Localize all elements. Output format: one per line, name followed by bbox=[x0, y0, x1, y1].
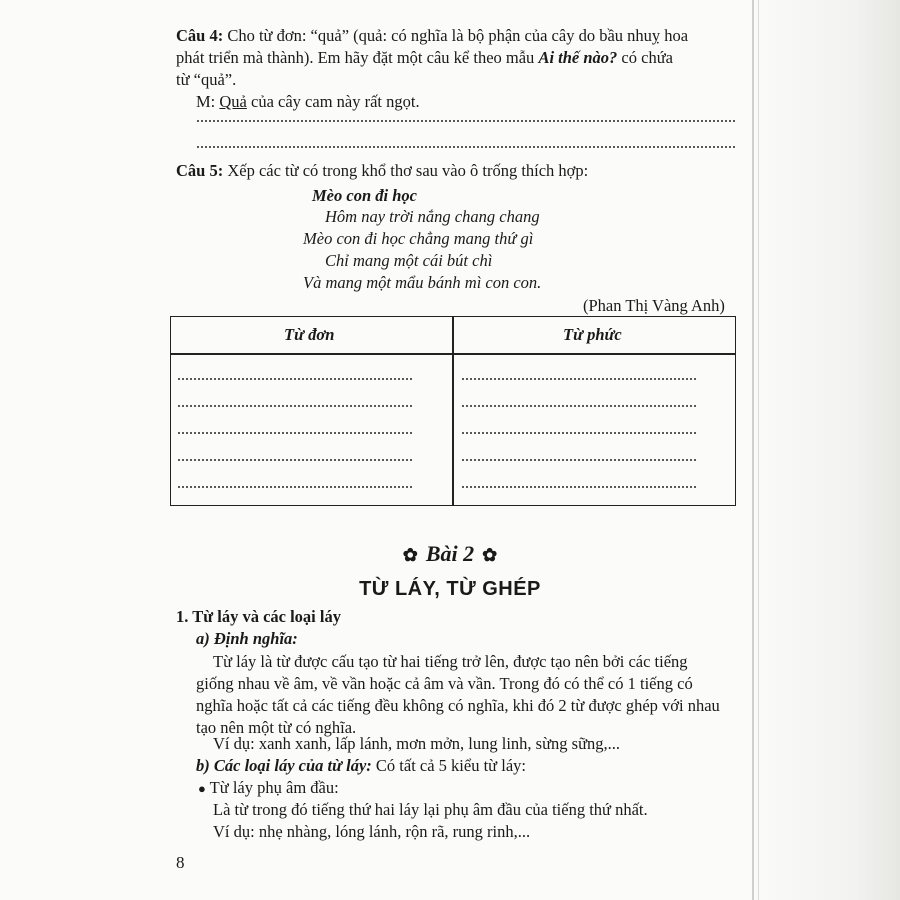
section1-b-text: Có tất cả 5 kiểu từ láy: bbox=[371, 756, 526, 775]
bullet-item bbox=[198, 777, 339, 800]
page-number: 8 bbox=[176, 853, 185, 872]
table-left-line-1 bbox=[177, 378, 413, 380]
cau4-label: Câu 4: bbox=[176, 26, 224, 45]
poem-line-2: Mèo con đi học chẳng mang thứ gì bbox=[303, 229, 534, 248]
table-right-line-2 bbox=[461, 405, 696, 407]
cau4-example-word: Quả bbox=[219, 92, 247, 111]
word-table bbox=[170, 316, 736, 506]
cau4-line2 bbox=[176, 47, 673, 69]
cau4-pattern: Ai thế nào? bbox=[538, 48, 618, 67]
definition-line-3: nghĩa hoặc tất cả các tiếng đều không có nghĩa, khi đó 2 từ được ghép với nhau bbox=[196, 696, 720, 715]
bullet-text: Từ láy phụ âm đầu: bbox=[205, 778, 339, 797]
table-header-tu-phuc: Từ phức bbox=[563, 325, 622, 344]
cau4-example bbox=[196, 91, 420, 113]
cau4-example-prefix: M: bbox=[196, 92, 220, 111]
answer-line-2 bbox=[196, 146, 736, 148]
table-header-tu-don: Từ đơn bbox=[284, 325, 335, 344]
poem-title: Mèo con đi học bbox=[312, 186, 417, 205]
poem-line-1: Hôm nay trời nắng chang chang bbox=[325, 207, 540, 226]
cau5-line bbox=[176, 160, 588, 182]
bullet-description: Là từ trong đó tiếng thứ hai láy lại phụ âm đầu của tiếng thứ nhất. bbox=[213, 800, 648, 819]
section1-heading: 1. Từ láy và các loại láy bbox=[176, 607, 341, 626]
bai2-heading bbox=[0, 541, 900, 567]
cau4-example-rest: của cây cam này rất ngọt. bbox=[246, 92, 420, 111]
page-edge-line-2 bbox=[758, 0, 759, 900]
section1-a-label: a) Định nghĩa: bbox=[196, 629, 298, 648]
bullet-icon: ● bbox=[198, 781, 206, 796]
table-left-line-4 bbox=[177, 459, 413, 461]
table-left-line-3 bbox=[177, 432, 413, 434]
page-edge-line bbox=[752, 0, 754, 900]
cau5-text: Xếp các từ có trong khổ thơ sau vào ô trống thích hợp: bbox=[223, 161, 589, 180]
bai2-heading-text: Bài 2 bbox=[425, 541, 475, 566]
poem-line-3: Chỉ mang một cái bút chì bbox=[325, 251, 493, 270]
cau4-line1 bbox=[176, 25, 688, 47]
section1-b-line bbox=[196, 755, 526, 777]
cau4-line2-end: có chứa bbox=[617, 48, 673, 67]
cau4-line2-text: phát triển mà thành). Em hãy đặt một câu kể theo mẫu bbox=[176, 48, 539, 67]
cau5-label: Câu 5: bbox=[176, 161, 224, 180]
definition-line-2: giống nhau về âm, về vần hoặc cả âm và vần. Trong đó có thể có 1 tiếng có bbox=[196, 674, 693, 693]
table-left-line-5 bbox=[177, 486, 413, 488]
flower-icon-right: ✿ bbox=[482, 545, 498, 565]
table-column-divider bbox=[452, 317, 454, 505]
cau4-line1-text: Cho từ đơn: “quả” (quả: có nghĩa là bộ phận của cây do bầu nhuỵ hoa bbox=[223, 26, 689, 45]
definition-line-1: Từ láy là từ được cấu tạo từ hai tiếng trở lên, được tạo nên bởi các tiếng bbox=[213, 652, 688, 671]
poem-author: (Phan Thị Vàng Anh) bbox=[583, 296, 725, 315]
table-right-line-4 bbox=[461, 459, 696, 461]
table-left-line-2 bbox=[177, 405, 413, 407]
definition-line-4: tạo nên một từ có nghĩa. bbox=[196, 718, 357, 737]
page-right-edge bbox=[750, 0, 900, 900]
table-right-line-3 bbox=[461, 432, 696, 434]
table-right-line-5 bbox=[461, 486, 696, 488]
bullet-example: Ví dụ: nhẹ nhàng, lóng lánh, rộn rã, rung rinh,... bbox=[213, 822, 531, 841]
bai2-title: TỪ LÁY, TỪ GHÉP bbox=[359, 578, 541, 600]
definition-example: Ví dụ: xanh xanh, lấp lánh, mơn mởn, lung linh, sừng sững,... bbox=[213, 734, 621, 753]
answer-line-1 bbox=[196, 120, 736, 122]
cau4-line3: từ “quả”. bbox=[176, 70, 237, 89]
section1-b-label: b) Các loại láy của từ láy: bbox=[196, 756, 372, 775]
poem-line-4: Và mang một mẩu bánh mì con con. bbox=[303, 273, 542, 292]
flower-icon-left: ✿ bbox=[402, 545, 418, 565]
table-right-line-1 bbox=[461, 378, 696, 380]
